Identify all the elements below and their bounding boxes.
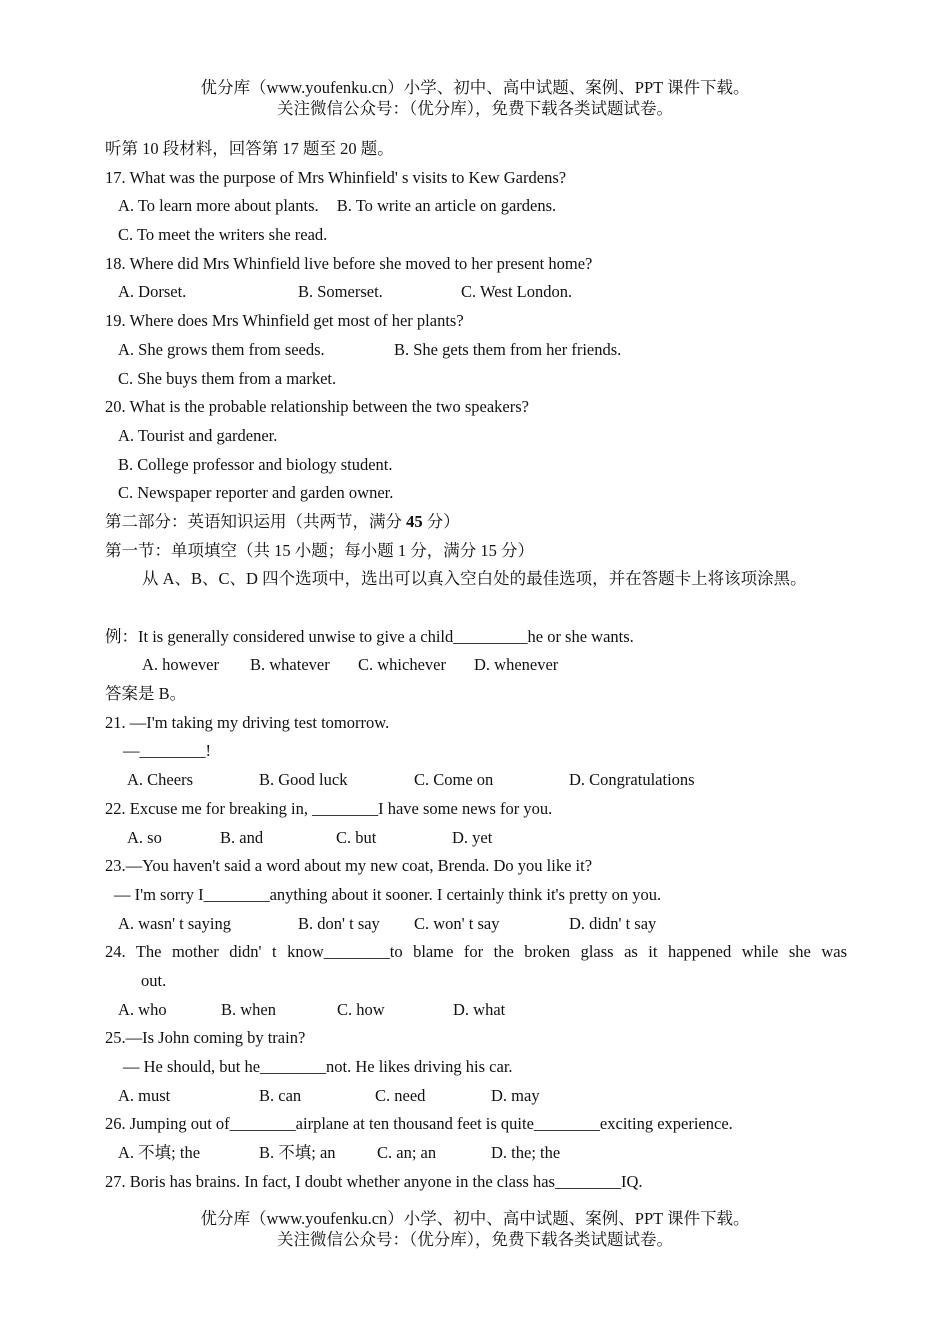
q21-option-a: A. Cheers <box>127 770 193 790</box>
q17-option-b: B. To write an article on gardens. <box>336 196 557 216</box>
q26-option-d: D. the; the <box>491 1143 561 1163</box>
q24-option-d: D. what <box>453 999 506 1019</box>
question-18-options <box>105 278 847 307</box>
q23-option-c: C. won' t say <box>414 913 500 933</box>
part-2-title-suffix: 分） <box>422 511 460 531</box>
question-26-options <box>105 1139 847 1168</box>
q22-option-d: D. yet <box>452 827 493 847</box>
page-header <box>0 77 950 119</box>
q26-option-b: B. 不填; an <box>259 1143 336 1163</box>
q17-option-c: C. To meet the writers she read. <box>118 225 328 245</box>
question-23-reply: — I'm sorry I________anything about it sooner. I certainly think it's pretty on you. <box>114 884 662 904</box>
example-stem: 例：It is generally considered unwise to give a child_________he or she wants. <box>105 626 634 646</box>
q20-option-a: A. Tourist and gardener. <box>118 425 278 445</box>
footer-line-1: 优分库（www.youfenku.cn）小学、初中、高中试题、案例、PPT 课件下载。 <box>200 1209 750 1228</box>
question-23-options <box>105 910 847 939</box>
q24-option-b: B. when <box>221 999 276 1019</box>
page-footer <box>0 1208 950 1250</box>
example-option-b: B. whatever <box>250 655 330 675</box>
question-22-options <box>105 824 847 853</box>
q22-option-b: B. and <box>220 827 264 847</box>
question-21-stem: 21. —I'm taking my driving test tomorrow. <box>105 712 390 732</box>
question-24-stem: 24. The mother didn' t know________to blame for the broken glass as it happened while she was <box>105 942 847 962</box>
q23-option-a: A. wasn' t saying <box>118 913 231 933</box>
q20-option-b: B. College professor and biology student. <box>118 454 393 474</box>
question-21-reply: —________! <box>123 741 211 761</box>
header-line-2: 关注微信公众号：（优分库），免费下载各类试题试卷。 <box>277 99 673 118</box>
question-22-stem: 22. Excuse me for breaking in, ________I have some news for you. <box>105 798 553 818</box>
q21-option-d: D. Congratulations <box>569 770 695 790</box>
example-option-d: D. whenever <box>474 655 559 675</box>
example-option-c: C. whichever <box>358 655 446 675</box>
q18-option-c: C. West London. <box>461 282 573 302</box>
q18-option-a: A. Dorset. <box>118 282 187 302</box>
section-1-title: 第一节：单项填空（共 15 小题；每小题 1 分，满分 15 分） <box>105 540 534 560</box>
q24-option-c: C. how <box>337 999 385 1019</box>
example-option-a: A. however <box>142 655 219 675</box>
question-21-options <box>105 766 847 795</box>
question-17-stem: 17. What was the purpose of Mrs Whinfield' s visits to Kew Gardens? <box>105 167 567 187</box>
question-19-options-row2 <box>105 365 847 394</box>
question-20-stem: 20. What is the probable relationship between the two speakers? <box>105 397 529 417</box>
question-24-stem-continued: out. <box>141 970 167 990</box>
q18-option-b: B. Somerset. <box>298 282 383 302</box>
question-19-stem: 19. Where does Mrs Whinfield get most of her plants? <box>105 311 464 331</box>
question-27-stem: 27. Boris has brains. In fact, I doubt whether anyone in the class has________IQ. <box>105 1171 643 1191</box>
q26-option-a: A. 不填; the <box>118 1143 201 1163</box>
question-17-options-row1 <box>105 192 847 221</box>
question-19-options-row1 <box>105 336 847 365</box>
question-17-options-row2 <box>105 221 847 250</box>
question-24-stem-block <box>105 938 847 995</box>
header-line-1: 优分库（www.youfenku.cn）小学、初中、高中试题、案例、PPT 课件下载。 <box>200 78 750 97</box>
question-23-stem: 23.—You haven't said a word about my new coat, Brenda. Do you like it? <box>105 856 593 876</box>
part-2-title <box>105 508 847 537</box>
question-26-stem: 26. Jumping out of________airplane at ten thousand feet is quite________exciting experience. <box>105 1114 733 1134</box>
q25-option-d: D. may <box>491 1085 540 1105</box>
q25-option-a: A. must <box>118 1085 171 1105</box>
part-2-title-score: 45 <box>406 511 423 531</box>
q19-option-b: B. She gets them from her friends. <box>394 339 622 359</box>
q22-option-a: A. so <box>127 827 162 847</box>
question-25-reply: — He should, but he________not. He likes driving his car. <box>123 1057 513 1077</box>
q25-option-b: B. can <box>259 1085 302 1105</box>
q17-option-a: A. To learn more about plants. <box>118 196 319 216</box>
q22-option-c: C. but <box>336 827 377 847</box>
example-answer: 答案是 B。 <box>105 684 187 704</box>
question-24-options <box>105 996 847 1025</box>
q19-option-c: C. She buys them from a market. <box>118 368 337 388</box>
part-2-title-prefix: 第二部分：英语知识运用（共两节，满分 <box>105 511 407 531</box>
instructions-paragraph: 从 A、B、C、D 四个选项中，选出可以真入空白处的最佳选项，并在答题卡上将该项涂黑。 <box>142 569 807 589</box>
question-25-options <box>105 1082 847 1111</box>
example-options <box>105 651 847 680</box>
footer-line-2: 关注微信公众号：（优分库），免费下载各类试题试卷。 <box>277 1230 673 1249</box>
question-25-stem: 25.—Is John coming by train? <box>105 1028 306 1048</box>
q25-option-c: C. need <box>375 1085 426 1105</box>
q21-option-c: C. Come on <box>414 770 494 790</box>
q19-option-a: A. She grows them from seeds. <box>118 339 325 359</box>
q20-option-c: C. Newspaper reporter and garden owner. <box>118 483 394 503</box>
q23-option-d: D. didn' t say <box>569 913 657 933</box>
q23-option-b: B. don' t say <box>298 913 380 933</box>
section-10-intro: 听第 10 段材料，回答第 17 题至 20 题。 <box>105 139 394 158</box>
exam-content <box>105 135 847 1196</box>
q24-option-a: A. who <box>118 999 167 1019</box>
q26-option-c: C. an; an <box>377 1143 437 1163</box>
q21-option-b: B. Good luck <box>259 770 348 790</box>
question-18-stem: 18. Where did Mrs Whinfield live before she moved to her present home? <box>105 253 593 273</box>
